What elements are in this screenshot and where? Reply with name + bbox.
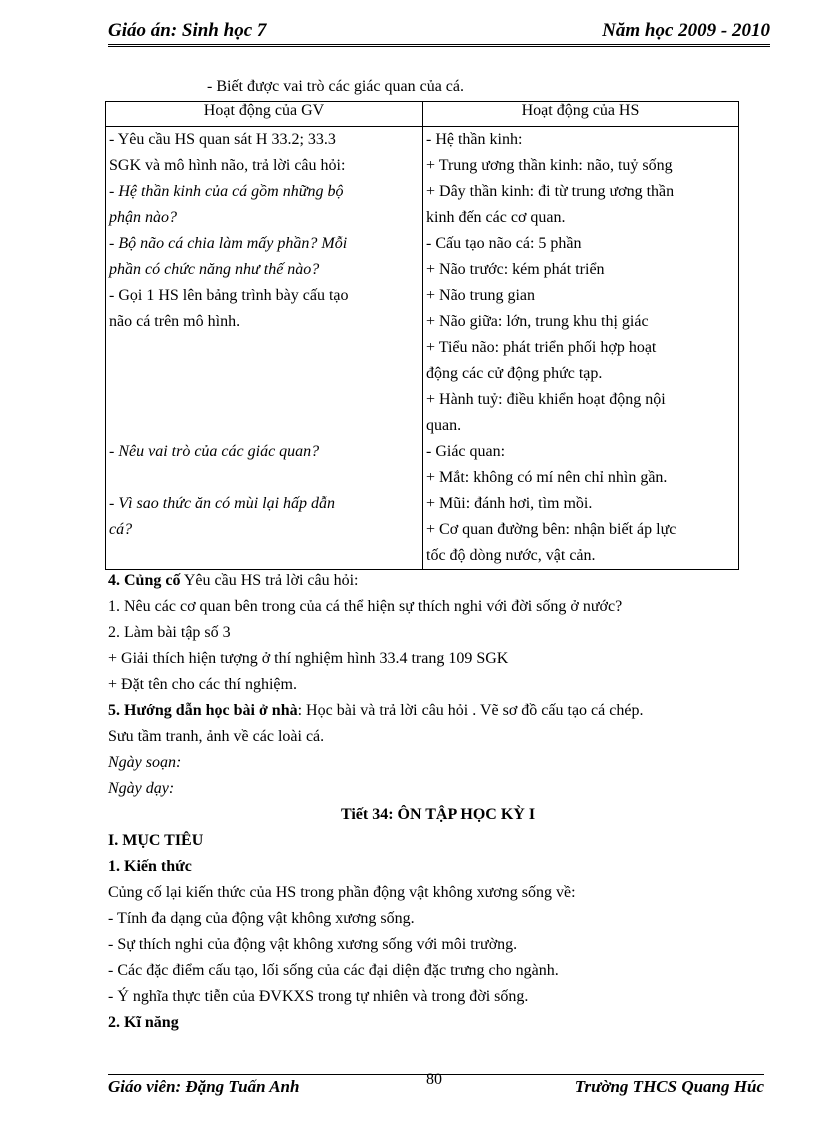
hs-line: + Mũi: đánh hơi, tìm mồi. <box>426 495 593 512</box>
hs-line: - Cấu tạo não cá: 5 phần <box>426 235 582 252</box>
activity-table <box>105 101 739 570</box>
hs-column-header: Hoạt động của HS <box>423 102 739 127</box>
knowledge-point: - Ý nghĩa thực tiễn của ĐVKXS trong tự nhiên và trong đời sống. <box>108 988 529 1005</box>
homework-heading: 5. Hướng dẫn học bài ở nhà <box>108 702 298 719</box>
footer-school: Trường THCS Quang Húc <box>574 1077 764 1096</box>
knowledge-heading: 1. Kiến thức <box>108 858 192 875</box>
spacer <box>109 335 419 361</box>
spacer <box>109 361 419 387</box>
spacer <box>109 465 419 491</box>
gv-line: não cá trên mô hình. <box>109 313 241 330</box>
page-footer <box>108 1071 764 1097</box>
homework-paragraph <box>108 698 768 724</box>
knowledge-point: - Sự thích nghi của động vật không xương sống với môi trường. <box>108 936 518 953</box>
gv-line: SGK và mô hình não, trả lời câu hỏi: <box>109 157 346 174</box>
gv-question: phần có chức năng như thế nào? <box>109 261 320 278</box>
hs-line: + Não giữa: lớn, trung khu thị giác <box>426 313 649 330</box>
hs-line: + Dây thần kinh: đi từ trung ương thần <box>426 183 675 200</box>
gv-question: - Bộ não cá chia làm mấy phần? Mỗi <box>109 235 348 252</box>
hs-line: tốc độ dòng nước, vật cản. <box>426 547 596 564</box>
hs-line: + Não trước: kém phát triển <box>426 261 605 278</box>
hs-line: + Hành tuỷ: điều khiển hoạt động nội <box>426 391 666 408</box>
homework-text-2: Sưu tầm tranh, ảnh về các loài cá. <box>108 728 325 745</box>
page-header <box>108 18 770 47</box>
knowledge-point: - Tính đa dạng của động vật không xương sống. <box>108 910 415 927</box>
consolidation-item: 1. Nêu các cơ quan bên trong của cá thể hiện sự thích nghi với đời sống ở nước? <box>108 598 623 615</box>
hs-line: kinh đến các cơ quan. <box>426 209 566 226</box>
objectives-heading: I. MỤC TIÊU <box>108 832 204 849</box>
table-header-row <box>106 102 739 127</box>
gv-question: - Nêu vai trò của các giác quan? <box>109 443 320 460</box>
consolidation-paragraph <box>108 568 768 594</box>
spacer <box>109 413 419 439</box>
hs-line: + Mắt: không có mí nên chỉ nhìn gần. <box>426 469 668 486</box>
hs-line: + Não trung gian <box>426 287 535 304</box>
hs-line: + Tiểu não: phát triển phối hợp hoạt <box>426 339 657 356</box>
hs-line: động các cử động phức tạp. <box>426 365 603 382</box>
gv-activity-cell <box>106 127 423 570</box>
gv-column-header: Hoạt động của GV <box>106 102 423 127</box>
header-subject: Giáo án: Sinh học 7 <box>108 20 267 41</box>
page-number: 80 <box>426 1071 442 1088</box>
header-school-year: Năm học 2009 - 2010 <box>602 20 770 41</box>
consolidation-heading: 4. Củng cố <box>108 572 181 589</box>
gv-line: - Yêu cầu HS quan sát H 33.2; 33.3 <box>109 131 336 148</box>
hs-line: quan. <box>426 417 462 434</box>
gv-question: phận nào? <box>109 209 177 226</box>
hs-line: - Giác quan: <box>426 443 506 460</box>
hs-line: + Trung ương thần kinh: não, tuỷ sống <box>426 157 673 174</box>
consolidation-item: + Giải thích hiện tượng ở thí nghiệm hình 33.4 trang 109 SGK <box>108 650 509 667</box>
lesson-title: Tiết 34: ÔN TẬP HỌC KỲ I <box>340 806 536 823</box>
spacer <box>109 387 419 413</box>
homework-text: : Học bài và trả lời câu hỏi . Vẽ sơ đồ cấu tạo cá chép. <box>297 702 644 719</box>
gv-question: cá? <box>109 521 133 538</box>
gv-line: - Gọi 1 HS lên bảng trình bày cấu tạo <box>109 287 349 304</box>
gv-question: - Hệ thần kinh của cá gồm những bộ <box>109 183 344 200</box>
consolidation-item: 2. Làm bài tập số 3 <box>108 624 231 641</box>
skills-heading: 2. Kĩ năng <box>108 1014 179 1031</box>
consolidation-item: + Đặt tên cho các thí nghiệm. <box>108 676 297 693</box>
table-row <box>106 127 739 570</box>
intro-line: - Biết được vai trò các giác quan của cá. <box>207 78 465 95</box>
knowledge-point: - Các đặc điểm cấu tạo, lối sống của các đại diện đặc trưng cho ngành. <box>108 962 559 979</box>
gv-question: - Vì sao thức ăn có mùi lại hấp dẫn <box>109 495 336 512</box>
footer-teacher: Giáo viên: Đặng Tuấn Anh <box>108 1077 300 1096</box>
hs-line: - Hệ thần kinh: <box>426 131 523 148</box>
consolidation-text: Yêu cầu HS trả lời câu hỏi: <box>180 572 359 589</box>
hs-line: + Cơ quan đường bên: nhận biết áp lực <box>426 521 677 538</box>
date-taught: Ngày dạy: <box>108 780 175 797</box>
hs-activity-cell <box>423 127 739 570</box>
date-prepared: Ngày soạn: <box>108 754 182 771</box>
knowledge-intro: Củng cố lại kiến thức của HS trong phần động vật không xương sống về: <box>108 884 576 901</box>
lesson-body <box>108 568 768 1036</box>
